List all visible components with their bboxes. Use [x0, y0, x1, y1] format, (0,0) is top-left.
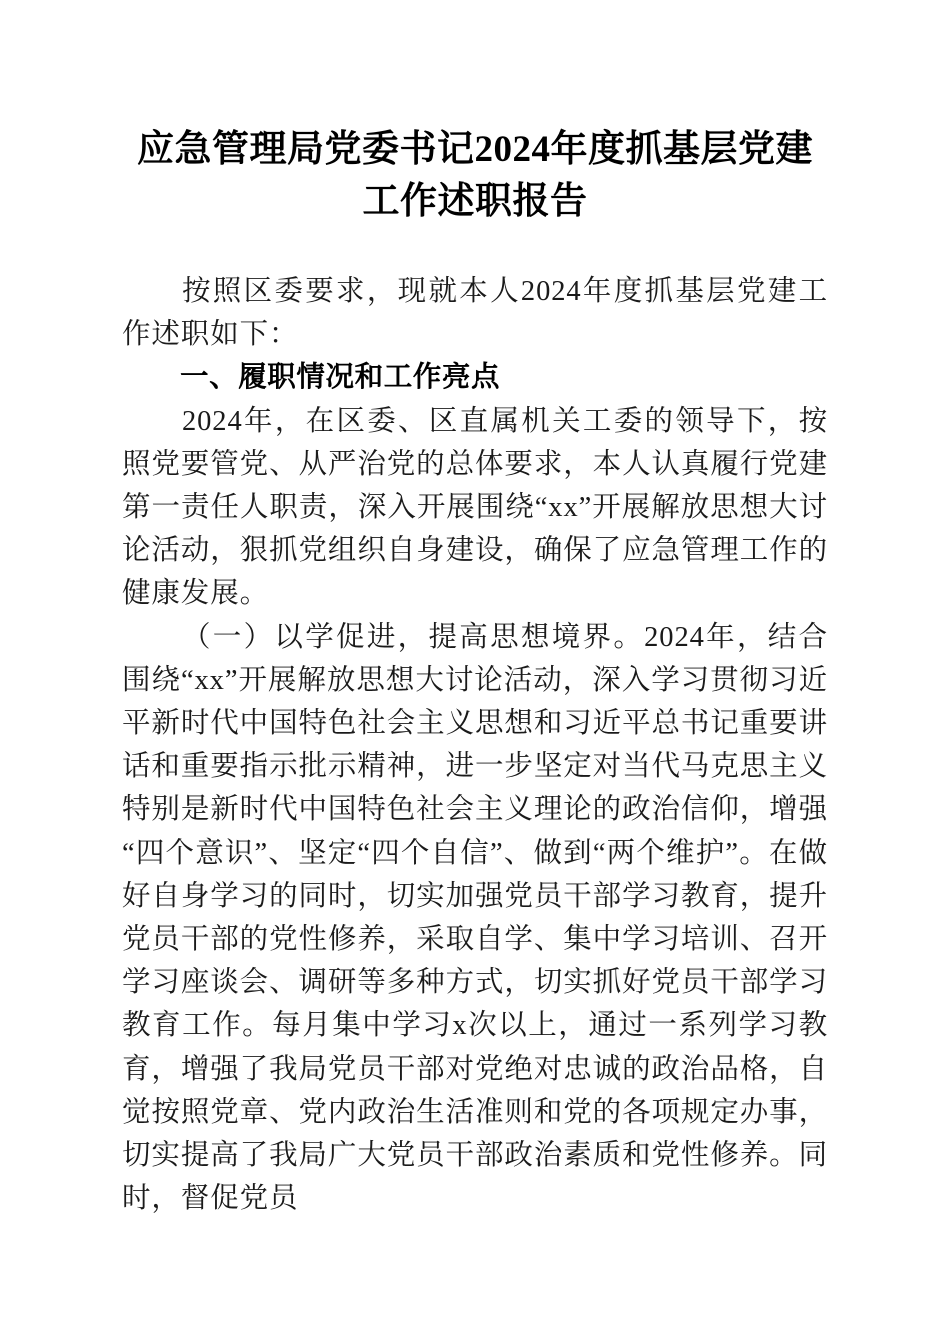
paragraph-subsection-1: （一）以学促进，提高思想境界。2024年，结合围绕“xx”开展解放思想大讨论活动，深入学习贯彻习近平新时代中国特色社会主义思想和习近平总书记重要讲话和重要指示批示精神，进一步坚定对当代马克思主义特别是新时代中国特色社会主义理论的政治信仰，增强“四个意识”、坚定“四个自信”、做到“两个维护”。在做好自身学习的同时，切实加强党员干部学习教育，提升党员干部的党性修养，采取自学、集中学习培训、召开学习座谈会、调研等多种方式，切实抓好党员干部学习教育工作。每月集中学习x次以上，通过一系列学习教育，增强了我局党员干部对党绝对忠诚的政治品格，自觉按照党章、党内政治生活准则和党的各项规定办事，切实提高了我局广大党员干部政治素质和党性修养。同时，督促党员	[122, 621, 828, 1215]
paragraph-overview: 2024年，在区委、区直属机关工委的领导下，按照党要管党、从严治党的总体要求，本人认真履行党建第一责任人职责，深入开展围绕“xx”开展解放思想大讨论活动，狠抓党组织自身建设，确保了应急管理工作的健康发展。	[122, 405, 828, 610]
paragraph-intro: 按照区委要求，现就本人2024年度抓基层党建工作述职如下：	[122, 276, 828, 351]
page-title: 应急管理局党委书记2024年度抓基层党建工作述职报告	[137, 129, 813, 222]
section-heading-1: 一、履职情况和工作亮点	[180, 361, 501, 394]
document-body	[122, 0, 828, 1220]
